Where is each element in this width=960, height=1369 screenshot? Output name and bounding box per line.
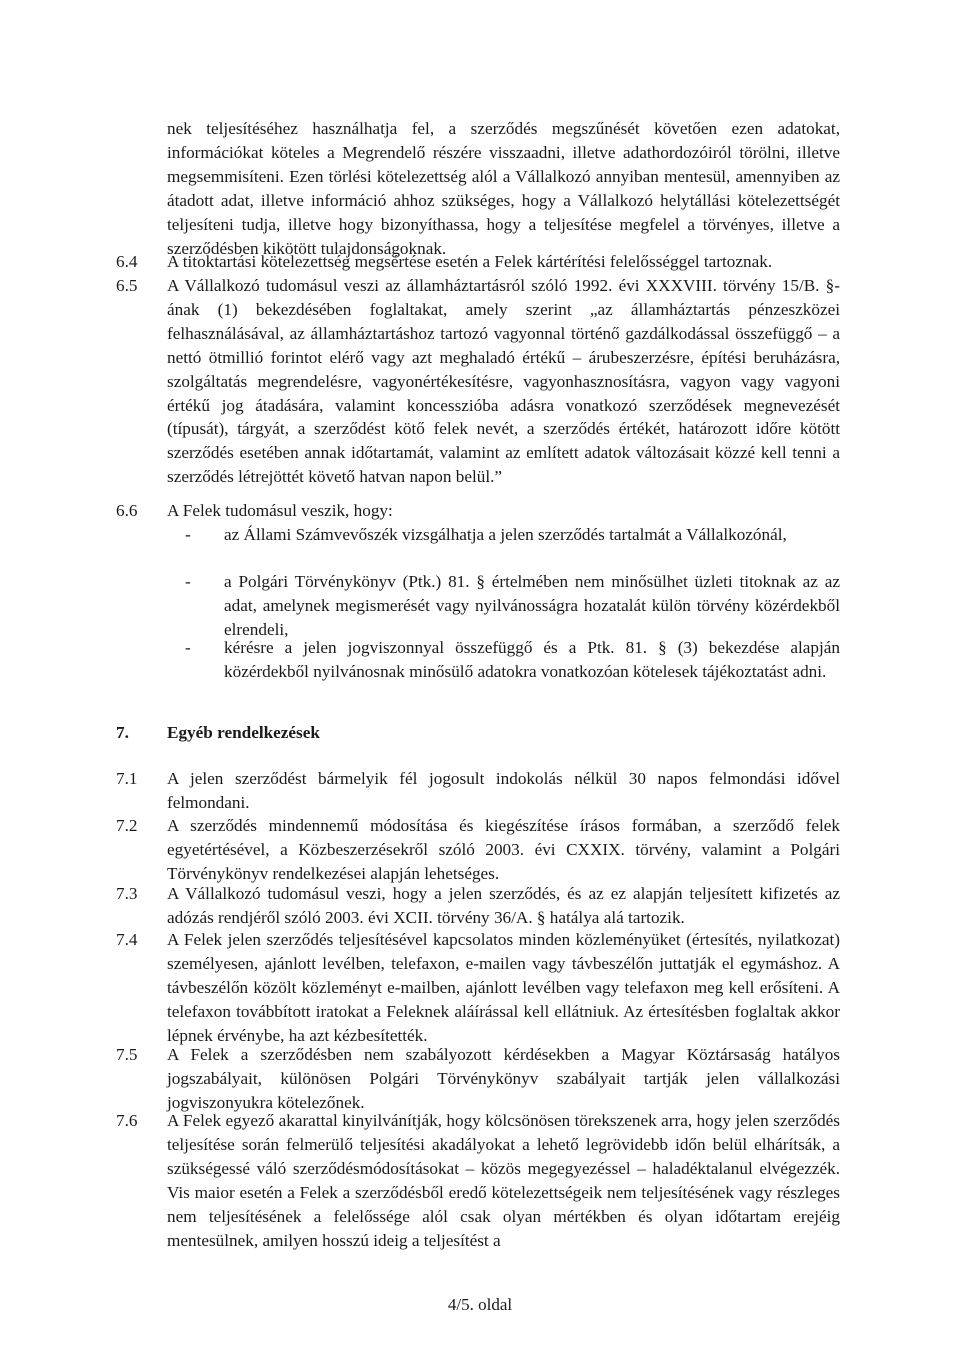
bullet-text: kérésre a jelen jogviszonnyal összefüggő és a Ptk. 81. § (3) bekezdése alapján közérdekből nyilvánosnak minősülő adatokra vonatkozóan kötelesek tájékoztatást adni.: [224, 638, 840, 681]
bullet-dash: -: [185, 638, 191, 657]
clause-7-3: [0, 882, 960, 930]
clause-number: 7.3: [116, 884, 138, 903]
clause-number: 7.4: [116, 930, 138, 949]
clause-number: 7.1: [116, 769, 138, 788]
clause-text: A Felek tudomásul veszik, hogy:: [167, 501, 393, 520]
bullet-dash: -: [185, 572, 191, 591]
bullet-item-1: [0, 523, 960, 547]
clause-number: 7.6: [116, 1111, 138, 1130]
clause-6-4: [0, 250, 960, 274]
intro-text: nek teljesítéséhez használhatja fel, a szerződés megszűnését követően ezen adatokat, információkat köteles a Megrendelő részére visszaadni, illetve adathordozóiról törölni, illetve megsemmisíteni. Ezen törlési kötelezettség alól a Vállalkozó annyiban mentesül, amennyiben az átadott adat, illetve információ ahhoz szükséges, hogy a Vállalkozó helytállási kötelezettségét teljesíteni tudja, illetve hogy bizonyíthassa, hogy a teljesítése megfelel a törvényes, illetve a szerződésben kikötött tulajdonságoknak.: [167, 119, 840, 258]
clause-6-5: [0, 274, 960, 489]
bullet-item-3: [0, 636, 960, 684]
clause-text: A szerződés mindennemű módosítása és kiegészítése írásos formában, a szerződő felek egyetértésével, a Közbeszerzésekről szóló 2003. évi CXXIX. törvény, valamint a Polgári Törvénykönyv rendelkezései alapján lehetséges.: [167, 816, 840, 883]
clause-number: 7.2: [116, 816, 138, 835]
clause-number: 6.6: [116, 501, 138, 520]
clause-7-5: [0, 1043, 960, 1115]
section-7-heading: [0, 721, 960, 745]
section-number: 7.: [116, 723, 129, 742]
section-title: Egyéb rendelkezések: [167, 723, 320, 742]
clause-text: A jelen szerződést bármelyik fél jogosult indokolás nélkül 30 napos felmondási idővel felmondani.: [167, 769, 840, 812]
clause-7-1: [0, 767, 960, 815]
clause-text: A Felek egyező akarattal kinyilvánítják, hogy kölcsönösen törekszenek arra, hogy jelen szerződés teljesítése során felmerülő teljesítési akadályokat a lehető legrövidebb időn belül elhárítsák, a szükségessé váló szerződésmódosításokat – közös megegyezéssel – haladéktalanul elvégezzék. Vis maior esetén a Felek a szerződésből eredő kötelezettségeik nem teljesítésének vagy részleges nem teljesítésének a felelőssége alól csak olyan mértékben és olyan időtartam erejéig mentesülnek, amilyen hosszú ideig a teljesítést a: [167, 1111, 840, 1250]
bullet-text: az Állami Számvevőszék vizsgálhatja a jelen szerződés tartalmát a Vállalkozónál,: [224, 525, 787, 544]
clause-text: A Felek a szerződésben nem szabályozott kérdésekben a Magyar Köztársaság hatályos jogszabályait, különösen Polgári Törvénykönyv szabályait tartják jelen vállalkozási jogviszonyukra kötelezőnek.: [167, 1045, 840, 1112]
clause-7-2: [0, 814, 960, 886]
clause-number: 6.5: [116, 276, 138, 295]
bullet-item-2: [0, 570, 960, 642]
page-number: 4/5. oldal: [447, 1295, 513, 1314]
clause-6-6: [0, 499, 960, 523]
bullet-text: a Polgári Törvénykönyv (Ptk.) 81. § értelmében nem minősülhet üzleti titoknak az az adat, amelynek megismerését vagy nyilvánosságra hozatalát külön törvény közérdekből elrendeli,: [224, 572, 840, 639]
clause-number: 6.4: [116, 252, 138, 271]
clause-7-6: [0, 1109, 960, 1252]
clause-number: 7.5: [116, 1045, 138, 1064]
clause-text: A Vállalkozó tudomásul veszi, hogy a jelen szerződés, és az ez alapján teljesített kifizetés az adózás rendjéről szóló 2003. évi XCII. törvény 36/A. § hatálya alá tartozik.: [167, 884, 840, 927]
clause-7-4: [0, 928, 960, 1048]
intro-paragraph: [0, 117, 960, 260]
bullet-dash: -: [185, 525, 191, 544]
clause-text: A titoktartási kötelezettség megsértése esetén a Felek kártérítési felelősséggel tartoznak.: [167, 252, 773, 271]
clause-text: A Felek jelen szerződés teljesítésével kapcsolatos minden közleményüket (értesítés, nyilatkozat) személyesen, ajánlott levélben, telefaxon, e-mailen vagy távbeszélőn juttatják el egymáshoz. A távbeszélőn közölt közleményt e-mailben, ajánlott levélben vagy telefaxon meg kell erősíteni. A telefaxon továbbított iratokat a Feleknek aláírással kell ellátniuk. Az értesítésben foglaltak akkor lépnek érvénybe, ha azt kézbesítették.: [167, 930, 840, 1045]
clause-text: A Vállalkozó tudomásul veszi az államháztartásról szóló 1992. évi XXXVIII. törvény 15/B. §-ának (1) bekezdésében foglaltakat, amely szerint „az államháztartás pénzeszközei felhasználásával, az államháztartáshoz tartozó vagyonnal történő gazdálkodással összefüggő – a nettó ötmillió forintot elérő vagy azt meghaladó értékű – árubeszerzésre, építési beruházásra, szolgáltatás megrendelésre, vagyonértékesítésre, vagyonhasznosításra, vagyon vagy vagyoni értékű jog átadására, valamint koncesszióba adásra vonatkozó szerződések megnevezését (típusát), tárgyát, a szerződést kötő felek nevét, a szerződés értékét, határozott időre kötött szerződés esetében annak időtartamát, valamint az említett adatok változásait közzé kell tenni a szerződés létrejöttét követő hatvan napon belül.”: [167, 276, 840, 487]
